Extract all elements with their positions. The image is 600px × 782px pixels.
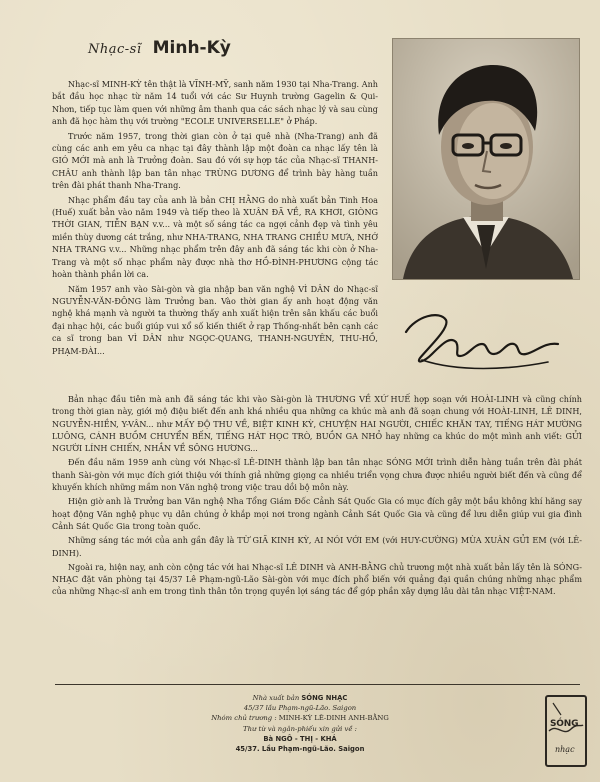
portrait-photo [392,38,580,280]
bio-column [52,78,378,359]
bio-paragraph: Hiện giờ anh là Trưởng ban Văn nghệ Nha Tổng Giám Đốc Cảnh Sát Quốc Gia có mục đích gây một bầu không khí hăng say hoạt động Văn nghệ phục vụ dân chúng ở khắp mọi nơi trong ngành Cảnh Sát Quốc Gia và cũng để lưu diễn giúp vui gia đình Cảnh Sát Quốc Gia trong toàn quốc. [52,496,582,531]
bio-paragraph: Năm 1957 anh vào Sài-gòn và gia nhập ban văn nghệ VÌ DÂN do Nhạc-sĩ NGUYỄN-VĂN-ĐÔNG làm Trưởng ban. Vào thời gian ấy anh hoạt động văn nghệ khá mạnh và người ta thường thấy anh xuất hiện trên sân khấu các buổi đại nhạc hội, các buổi giúp vui xổ số kiến thiết ở rạp Thống-nhất bên cạnh các ca sĩ trong ban VÌ DÂN như NGỌC-QUANG, THANH-NGUYÊN, THU-HỒ, PHẠM-ĐÀI... [52,283,378,356]
publisher-line [150,693,450,703]
bio-paragraph: Bản nhạc đầu tiên mà anh đã sáng tác khi vào Sài-gòn là THƯƠNG VỀ XỨ HUẾ hợp soạn với HOÀI-LINH và cũng chính trong thời gian này, giới mộ điệu biết đến anh khá nhiều qua những ca khúc mà anh đã soạn chung với HOÀI-LINH, LÊ DINH, NGUYỄN-HIỀN, Y-VÂN... như MẤY ĐỘ THU VỀ, BIỆT KINH KỲ, CHUYỆN HAI NGƯỜI, CHIẾC KHĂN TAY, TIẾNG HÁT MƯỜNG LUÔNG, CÁNH BUỒM CHUYỂN BẾN, TIẾNG HÁT HỌC TRÒ, BUỒN GA NHỎ hay những ca khúc do một mình anh viết: GỬI NGƯỜI LÍNH CHIẾN, NHẮN VỀ SÔNG HƯƠNG... [52,394,582,454]
bio-paragraph: Những sáng tác mới của anh gần đây là TỪ GIÃ KINH KỲ, AI NÓI VỚI EM (với HUY-CƯỜNG) MÙA XUÂN GỬI EM (với LÊ-DINH). [52,535,582,558]
managers-names: MINH-KỲ LÊ-DINH ANH-BẰNG [278,714,389,723]
mail-note: Thư từ và ngân-phiếu xin gửi về : [243,724,357,733]
publisher-address: 45/37 lầu Phạm-ngũ-Lão. Saigon [243,704,357,713]
bio-paragraph: Nhạc-sĩ MINH-KỲ tên thật là VĨNH-MỸ, sanh năm 1930 tại Nha-Trang. Anh bắt đầu học nhạc từ năm 14 tuổi với các Sư Huynh trường Gagelin & Qui-Nhơn, tiếp tục làm quen với những âm thanh qua các sách nhạc lý và sau cùng anh đã học hàm thụ với trường "ECOLE UNIVERSELLE" ở Pháp. [52,79,378,127]
page-title [88,38,388,66]
bio-paragraph: Đến đầu năm 1959 anh cùng với Nhạc-sĩ LÊ-DINH thành lập ban tân nhạc SÓNG MỚI trình diễn hàng tuần trên đài phát thanh Sài-gòn với mục đích giới thiệu với thính giả những giọng ca nhiều triển vọng chưa được nhiều người biết đến và cũng để khuyến khích những mầm non Văn nghệ trong việc trau dồi bộ môn này. [52,457,582,493]
publisher-footer [150,693,450,754]
title-prefix: Nhạc-sĩ [88,42,142,57]
bio-full-width [52,393,582,600]
logo-text-top: SÓNG [550,719,579,729]
song-nhac-logo [545,695,587,767]
recipient-address: 45/37. Lầu Phạm-ngũ-Lão. Saigon [235,745,365,754]
managers-line [150,713,450,723]
title-name: Minh-Kỳ [152,38,231,58]
logo-text-bottom: nhạc [555,745,575,754]
publisher-name: SÓNG NHẠC [301,694,348,702]
managers-label: Nhóm chủ trương : [211,714,277,723]
recipient-name: Bà NGÔ - THỊ - KHÁ [263,734,337,743]
publisher-label: Nhà xuất bản [252,694,300,702]
bio-paragraph: Trước năm 1957, trong thời gian còn ở tại quê nhà (Nha-Trang) anh đã cùng các anh em yêu ca nhạc tại đây thành lập một đoàn ca nhạc lấy tên là GIÓ MỚI mà anh là Trưởng đoàn. Sau đó với sự hợp tác của Nhạc-sĩ THANH-CHÂU anh thành lập ban tân nhạc TRÙNG DƯƠNG để trình bày hàng tuần trên đài phát thanh Nha-Trang. [52,130,378,191]
bio-paragraph: Ngoài ra, hiện nay, anh còn cộng tác với hai Nhạc-sĩ LÊ DINH và ANH-BẰNG chủ trương một nhà xuất bản lấy tên là SÓNG-NHẠC đặt văn phòng tại 45/37 Lê Phạm-ngũ-Lão Sài-gòn với mục đích phổ biến với quảng đại quần chúng những nhạc phẩm của những Nhạc-sĩ anh em trong tình thân tôn trọng quyền lợi sáng tác để góp phần xây dựng lâu dài tân nhạc VIỆT-NAM. [52,561,582,597]
signature-image [398,298,568,378]
bio-paragraph: Nhạc phẩm đầu tay của anh là bản CHỊ HẰNG do nhà xuất bản Tinh Hoa (Huế) xuất bản vào năm 1949 và tiếp theo là XUÂN ĐÃ VỀ, RA KHƠI, GIÒNG THỜI GIAN, TIỄN BẠN v.v... và một số sáng tác ca ngợi cảnh đẹp và tình yêu miền thùy dương cát trắng, như NHA-TRANG, NHA TRANG CHIỀU MƯA, NHỚ NHA TRANG v.v... Những nhạc phẩm trên đây anh đã sáng tác khi còn ở Nha-Trang và một số nhạc phẩm này được nhà thơ HỒ-ĐÌNH-PHƯƠNG cộng tác hoàn thành phần lời ca. [52,194,378,280]
footer-divider [55,684,580,685]
